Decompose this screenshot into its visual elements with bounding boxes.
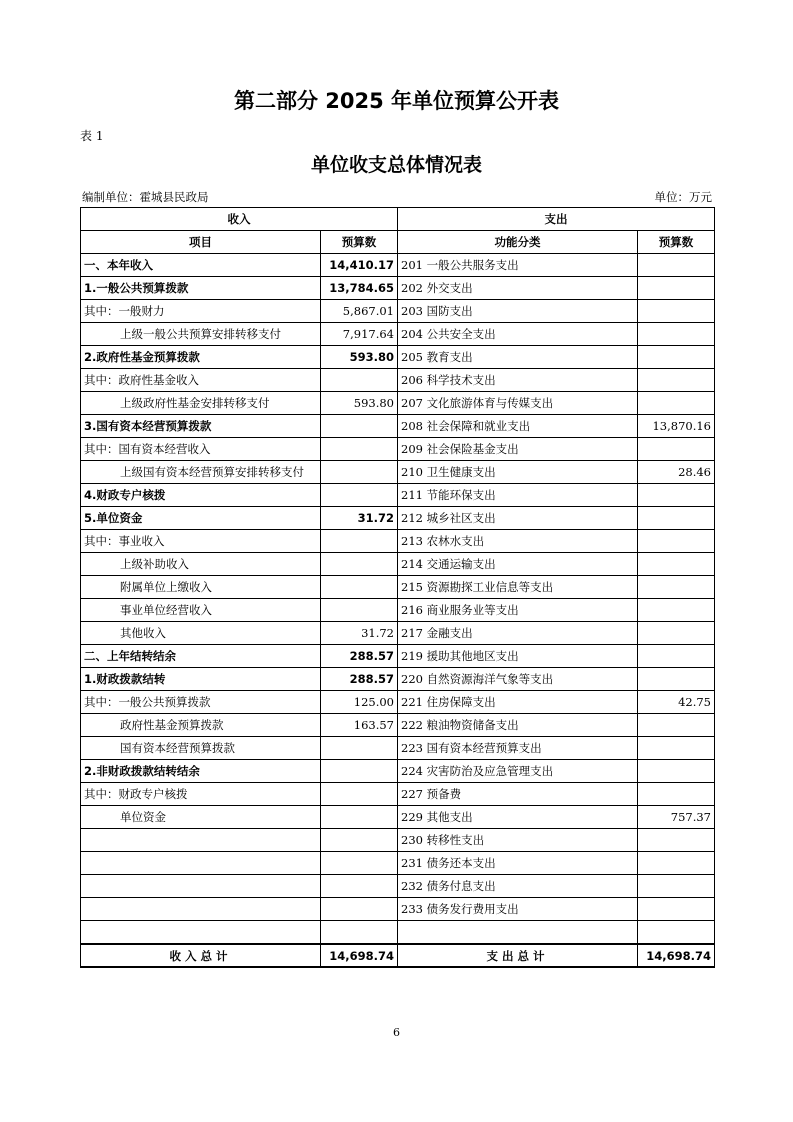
expense-category: 223 国有资本经营预算支出 xyxy=(398,737,638,760)
expense-amount xyxy=(638,875,715,898)
expense-budget-header: 预算数 xyxy=(638,231,715,254)
expense-total-value: 14,698.74 xyxy=(638,944,715,967)
meta-row xyxy=(82,189,712,205)
income-item: 3.国有资本经营预算拨款 xyxy=(81,415,321,438)
income-header: 收入 xyxy=(81,208,398,231)
expense-category: 208 社会保障和就业支出 xyxy=(398,415,638,438)
expense-category: 233 债务发行费用支出 xyxy=(398,898,638,921)
income-amount xyxy=(321,898,398,921)
expense-amount xyxy=(638,829,715,852)
expense-category: 211 节能环保支出 xyxy=(398,484,638,507)
expense-amount: 28.46 xyxy=(638,461,715,484)
income-amount xyxy=(321,438,398,461)
table-row xyxy=(81,300,715,323)
income-item: 2.政府性基金预算拨款 xyxy=(81,346,321,369)
table-row xyxy=(81,277,715,300)
income-amount xyxy=(321,829,398,852)
income-amount: 163.57 xyxy=(321,714,398,737)
page-number: 6 xyxy=(393,1026,400,1039)
header-row-columns xyxy=(81,231,715,254)
income-item: 国有资本经营预算拨款 xyxy=(81,737,321,760)
income-item xyxy=(81,898,321,921)
expense-category: 214 交通运输支出 xyxy=(398,553,638,576)
income-amount: 31.72 xyxy=(321,622,398,645)
table-title: 单位收支总体情况表 xyxy=(310,154,482,176)
table-row xyxy=(81,599,715,622)
expense-amount xyxy=(638,783,715,806)
expense-amount xyxy=(638,921,715,945)
header-row-group xyxy=(81,208,715,231)
expense-category: 212 城乡社区支出 xyxy=(398,507,638,530)
income-amount xyxy=(321,806,398,829)
expense-amount xyxy=(638,369,715,392)
expense-category: 219 援助其他地区支出 xyxy=(398,645,638,668)
table-row xyxy=(81,369,715,392)
expense-total-label: 支出总计 xyxy=(398,944,638,967)
table-row xyxy=(81,392,715,415)
expense-amount xyxy=(638,530,715,553)
expense-amount xyxy=(638,507,715,530)
income-amount xyxy=(321,576,398,599)
income-amount xyxy=(321,484,398,507)
income-amount: 593.80 xyxy=(321,392,398,415)
expense-amount: 42.75 xyxy=(638,691,715,714)
income-item: 单位资金 xyxy=(81,806,321,829)
expense-category: 207 文化旅游体育与传媒支出 xyxy=(398,392,638,415)
table-row xyxy=(81,760,715,783)
expense-category: 206 科学技术支出 xyxy=(398,369,638,392)
expense-amount xyxy=(638,622,715,645)
income-item: 上级一般公共预算安排转移支付 xyxy=(81,323,321,346)
table-row xyxy=(81,553,715,576)
table-row xyxy=(81,783,715,806)
table-row xyxy=(81,254,715,277)
expense-amount: 13,870.16 xyxy=(638,415,715,438)
income-item: 其他收入 xyxy=(81,622,321,645)
expense-category: 205 教育支出 xyxy=(398,346,638,369)
expense-category: 201 一般公共服务支出 xyxy=(398,254,638,277)
table-row xyxy=(81,484,715,507)
expense-amount xyxy=(638,737,715,760)
income-item: 5.单位资金 xyxy=(81,507,321,530)
table-row xyxy=(81,829,715,852)
income-item: 4.财政专户核拨 xyxy=(81,484,321,507)
income-item xyxy=(81,875,321,898)
expense-category: 220 自然资源海洋气象等支出 xyxy=(398,668,638,691)
expense-category: 215 资源勘探工业信息等支出 xyxy=(398,576,638,599)
expense-amount xyxy=(638,254,715,277)
income-amount xyxy=(321,415,398,438)
income-item xyxy=(81,829,321,852)
table-body xyxy=(81,254,715,945)
category-header: 功能分类 xyxy=(398,231,638,254)
income-item: 1.财政拨款结转 xyxy=(81,668,321,691)
expense-amount xyxy=(638,599,715,622)
income-amount: 5,867.01 xyxy=(321,300,398,323)
expense-amount xyxy=(638,484,715,507)
income-amount xyxy=(321,369,398,392)
income-item: 其中：一般公共预算拨款 xyxy=(81,691,321,714)
income-item: 上级政府性基金安排转移支付 xyxy=(81,392,321,415)
income-amount: 13,784.65 xyxy=(321,277,398,300)
table-row xyxy=(81,530,715,553)
table-row xyxy=(81,438,715,461)
income-total-value: 14,698.74 xyxy=(321,944,398,967)
income-item: 事业单位经营收入 xyxy=(81,599,321,622)
expense-amount xyxy=(638,300,715,323)
expense-amount xyxy=(638,760,715,783)
table-row xyxy=(81,576,715,599)
income-item: 2.非财政拨款结转结余 xyxy=(81,760,321,783)
income-amount xyxy=(321,852,398,875)
income-amount xyxy=(321,783,398,806)
table-row xyxy=(81,714,715,737)
expense-category: 209 社会保险基金支出 xyxy=(398,438,638,461)
income-amount xyxy=(321,530,398,553)
expense-amount xyxy=(638,438,715,461)
income-item: 附属单位上缴收入 xyxy=(81,576,321,599)
income-amount xyxy=(321,921,398,945)
table-row xyxy=(81,645,715,668)
table-row xyxy=(81,921,715,945)
income-item xyxy=(81,852,321,875)
expense-category: 202 外交支出 xyxy=(398,277,638,300)
income-amount xyxy=(321,875,398,898)
income-item: 上级国有资本经营预算安排转移支付 xyxy=(81,461,321,484)
income-amount xyxy=(321,461,398,484)
table-row xyxy=(81,507,715,530)
expense-category: 217 金融支出 xyxy=(398,622,638,645)
income-item: 二、上年结转结余 xyxy=(81,645,321,668)
expense-category: 216 商业服务业等支出 xyxy=(398,599,638,622)
expense-category: 224 灾害防治及应急管理支出 xyxy=(398,760,638,783)
income-amount: 31.72 xyxy=(321,507,398,530)
income-amount: 288.57 xyxy=(321,645,398,668)
item-header: 项目 xyxy=(81,231,321,254)
income-budget-header: 预算数 xyxy=(321,231,398,254)
expense-category: 210 卫生健康支出 xyxy=(398,461,638,484)
income-item: 其中：政府性基金收入 xyxy=(81,369,321,392)
income-amount xyxy=(321,737,398,760)
income-amount: 7,917.64 xyxy=(321,323,398,346)
table-row xyxy=(81,852,715,875)
income-item: 上级补助收入 xyxy=(81,553,321,576)
income-item xyxy=(81,921,321,945)
expense-category: 222 粮油物资储备支出 xyxy=(398,714,638,737)
income-item: 其中：一般财力 xyxy=(81,300,321,323)
table-row xyxy=(81,737,715,760)
expense-category: 230 转移性支出 xyxy=(398,829,638,852)
expense-amount xyxy=(638,898,715,921)
expense-amount xyxy=(638,576,715,599)
table-row xyxy=(81,461,715,484)
currency-unit: 单位：万元 xyxy=(654,190,712,204)
expense-category: 213 农林水支出 xyxy=(398,530,638,553)
expense-category: 227 预备费 xyxy=(398,783,638,806)
table-row xyxy=(81,806,715,829)
income-amount xyxy=(321,760,398,783)
table-row xyxy=(81,668,715,691)
income-amount: 288.57 xyxy=(321,668,398,691)
table-row xyxy=(81,875,715,898)
expense-amount xyxy=(638,714,715,737)
expense-amount xyxy=(638,392,715,415)
income-amount: 14,410.17 xyxy=(321,254,398,277)
expense-category: 221 住房保障支出 xyxy=(398,691,638,714)
table-row xyxy=(81,323,715,346)
expense-category: 229 其他支出 xyxy=(398,806,638,829)
expense-category: 231 债务还本支出 xyxy=(398,852,638,875)
budget-table xyxy=(80,207,715,968)
table-row xyxy=(81,346,715,369)
income-item: 1.一般公共预算拨款 xyxy=(81,277,321,300)
income-amount xyxy=(321,599,398,622)
income-item: 其中：国有资本经营收入 xyxy=(81,438,321,461)
expense-category: 203 国防支出 xyxy=(398,300,638,323)
page-title: 第二部分 2025 年单位预算公开表 xyxy=(233,89,560,113)
table-row xyxy=(81,622,715,645)
table-row xyxy=(81,415,715,438)
expense-header: 支出 xyxy=(398,208,715,231)
expense-category: 232 债务付息支出 xyxy=(398,875,638,898)
expense-amount xyxy=(638,346,715,369)
expense-category: 204 公共安全支出 xyxy=(398,323,638,346)
expense-amount xyxy=(638,852,715,875)
expense-amount xyxy=(638,277,715,300)
expense-amount: 757.37 xyxy=(638,806,715,829)
income-amount: 593.80 xyxy=(321,346,398,369)
table-number: 表 1 xyxy=(80,129,104,143)
expense-amount xyxy=(638,323,715,346)
income-amount: 125.00 xyxy=(321,691,398,714)
table-row xyxy=(81,691,715,714)
expense-amount xyxy=(638,668,715,691)
table-row xyxy=(81,898,715,921)
total-row xyxy=(81,944,715,967)
income-item: 一、本年收入 xyxy=(81,254,321,277)
compiler-unit: 编制单位：霍城县民政局 xyxy=(82,190,209,204)
expense-category xyxy=(398,921,638,945)
expense-amount xyxy=(638,553,715,576)
income-item: 其中：财政专户核拨 xyxy=(81,783,321,806)
income-item: 政府性基金预算拨款 xyxy=(81,714,321,737)
income-amount xyxy=(321,553,398,576)
income-total-label: 收入总计 xyxy=(81,944,321,967)
expense-amount xyxy=(638,645,715,668)
income-item: 其中：事业收入 xyxy=(81,530,321,553)
